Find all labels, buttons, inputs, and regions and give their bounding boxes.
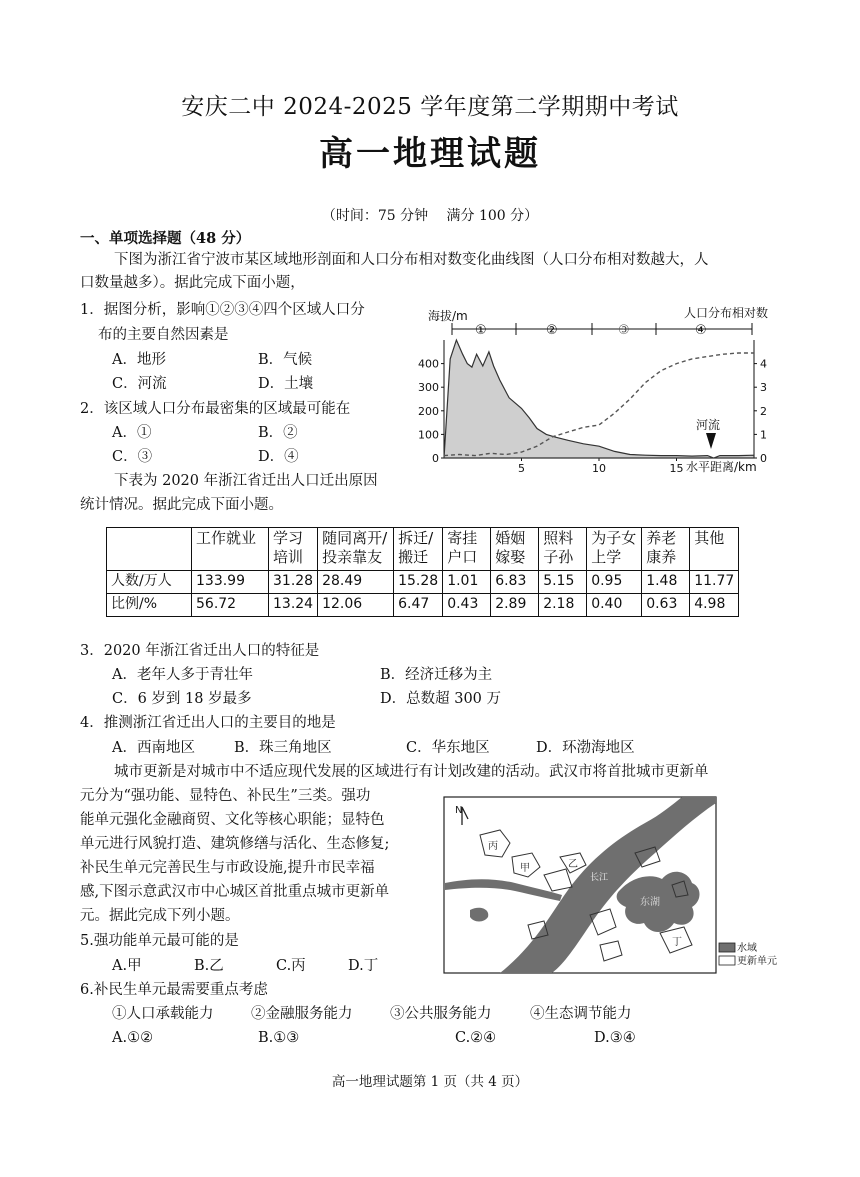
intro-3-line-7: 元。据此完成下列小题。 xyxy=(80,908,240,924)
q4-option-d[interactable]: D．环渤海地区 xyxy=(536,740,635,756)
migration-reason-table xyxy=(106,527,739,617)
table-header-label: 照料 子孙 xyxy=(543,529,574,566)
table-header-cell xyxy=(394,528,443,571)
q1-stem: 1．据图分析，影响①②③④四个区域人口分 xyxy=(80,302,365,318)
q3-option-a[interactable]: A．老年人多于青壮年 xyxy=(112,667,253,683)
y-tick-label: 100 xyxy=(418,428,439,442)
y2-tick-label: 0 xyxy=(760,452,767,465)
table-header-cell xyxy=(318,528,394,571)
region-label-2: ② xyxy=(546,323,558,338)
q6-item-1: ①人口承载能力 xyxy=(112,1006,214,1022)
y2-tick-label: 1 xyxy=(760,428,767,442)
intro-3-line-1: 城市更新是对城市中不适应现代发展的区域进行有计划改建的活动。武汉市将首批城市更新单 xyxy=(114,764,709,780)
q5-stem: 5.强功能单元最可能的是 xyxy=(80,933,239,949)
intro-3-line-5: 补民生单元完善民生与市政设施,提升市民幸福 xyxy=(80,860,375,876)
table-header-cell xyxy=(192,528,269,571)
table-row-label: 比例/% xyxy=(107,594,192,617)
table-cell: 12.06 xyxy=(318,594,394,617)
table-cell: 133.99 xyxy=(192,571,269,594)
q2-option-a[interactable]: A．① xyxy=(112,425,152,441)
q3-stem: 3．2020 年浙江省迁出人口的特征是 xyxy=(80,643,320,659)
y2-tick-label: 2 xyxy=(760,404,767,418)
section-title: 一、单项选择题（48 分） xyxy=(80,230,251,247)
table-header-label: 养老 康养 xyxy=(646,529,677,566)
table-header-label: 工作就业 xyxy=(196,529,257,547)
q6-option-a[interactable]: A.①② xyxy=(112,1030,154,1046)
chart-series xyxy=(444,340,754,458)
river-marker-icon xyxy=(706,433,716,449)
intro-3-line-2: 元分为“强功能、显特色、补民生”三类。强功 xyxy=(80,788,371,804)
map-label-yangtze: 长江 xyxy=(590,873,609,883)
map-label-east-lake: 东湖 xyxy=(640,897,660,908)
intro-3-line-4: 单元进行风貌打造、建筑修缮与活化、生态修复; xyxy=(80,836,390,852)
table-header-label: 学习 培训 xyxy=(273,529,304,566)
table-cell: 1.48 xyxy=(642,571,690,594)
exam-school-title: 安庆二中 2024-2025 学年度第二学期期中考试 xyxy=(181,94,679,120)
legend-unit-label: 更新单元 xyxy=(737,956,777,967)
x-tick-label: 10 xyxy=(592,462,606,475)
q1-option-c[interactable]: C．河流 xyxy=(112,376,167,392)
legend-water-label: 水域 xyxy=(737,943,757,954)
table-header-cell xyxy=(642,528,690,571)
q4-option-c[interactable]: C．华东地区 xyxy=(406,740,490,756)
legend-water-swatch xyxy=(719,943,735,952)
map-label-yi: 乙 xyxy=(568,859,578,870)
q1-stem-cont: 布的主要自然因素是 xyxy=(98,327,229,343)
table-cell: 2.89 xyxy=(491,594,539,617)
table-cell: 1.01 xyxy=(443,571,491,594)
table-cell: 28.49 xyxy=(318,571,394,594)
intro-2-line-2: 统计情况。据此完成下面小题。 xyxy=(80,497,283,513)
table-header-label: 为子女 上学 xyxy=(591,529,637,566)
terrain-population-chart xyxy=(412,300,784,480)
q6-item-2: ②金融服务能力 xyxy=(251,1006,353,1022)
wuhan-renewal-map xyxy=(440,795,790,980)
legend-unit-swatch xyxy=(719,956,735,965)
q6-option-d[interactable]: D.③④ xyxy=(594,1030,636,1046)
table-cell: 56.72 xyxy=(192,594,269,617)
table-cell: 5.15 xyxy=(539,571,587,594)
q6-item-3: ③公共服务能力 xyxy=(390,1006,492,1022)
y-tick-label: 200 xyxy=(418,404,439,418)
q6-stem: 6.补民生单元最需要重点考虑 xyxy=(80,982,268,998)
elevation-profile-area xyxy=(444,340,754,458)
table-header-cell xyxy=(107,528,192,571)
x-tick-label: 15 xyxy=(669,462,684,475)
q3-option-d[interactable]: D．总数超 300 万 xyxy=(380,691,502,707)
q1-option-a[interactable]: A．地形 xyxy=(112,352,166,368)
q5-option-c[interactable]: C.丙 xyxy=(276,958,306,974)
table-header-label: 婚姻 嫁娶 xyxy=(495,529,526,566)
q2-option-c[interactable]: C．③ xyxy=(112,449,153,465)
region-label-4: ④ xyxy=(695,323,707,338)
table-row-label: 人数/万人 xyxy=(107,571,192,594)
map-label-ding: 丁 xyxy=(672,937,682,948)
q2-option-b[interactable]: B．② xyxy=(258,425,298,441)
table-header-cell xyxy=(443,528,491,571)
small-lake-water xyxy=(470,908,488,922)
chart-left-axis-label: 海拔/m xyxy=(428,309,468,323)
region-label-1: ① xyxy=(475,323,487,338)
page-footer: 高一地理试题第 1 页（共 4 页） xyxy=(331,1074,529,1090)
table-row xyxy=(107,594,739,617)
intro-1-line-1: 下图为浙江省宁波市某区域地形剖面和人口分布相对数变化曲线图（人口分布相对数越大，人 xyxy=(114,252,709,268)
q4-stem: 4．推测浙江省迁出人口的主要目的地是 xyxy=(80,715,336,731)
q6-item-4: ④生态调节能力 xyxy=(530,1006,632,1022)
table-cell: 0.95 xyxy=(587,571,642,594)
q5-option-b[interactable]: B.乙 xyxy=(194,958,224,974)
exam-subject-title: 高一地理试题 xyxy=(319,134,541,174)
q6-option-b[interactable]: B.①③ xyxy=(258,1030,300,1046)
table-cell: 0.40 xyxy=(587,594,642,617)
q1-option-d[interactable]: D．土壤 xyxy=(258,376,314,392)
x-tick-label: 5 xyxy=(518,462,525,475)
y2-tick-label: 4 xyxy=(760,357,767,371)
exam-meta: （时间：75 分钟 满分 100 分） xyxy=(321,208,539,224)
table-row xyxy=(107,571,739,594)
table-cell: 4.98 xyxy=(690,594,739,617)
table-cell: 0.43 xyxy=(443,594,491,617)
q6-option-c[interactable]: C.②④ xyxy=(455,1030,497,1046)
table-cell: 31.28 xyxy=(269,571,318,594)
intro-1-line-2: 口数量越多）。据此完成下面小题， xyxy=(80,275,305,291)
table-cell: 2.18 xyxy=(539,594,587,617)
q4-option-b[interactable]: B．珠三角地区 xyxy=(234,740,332,756)
region-label-3: ③ xyxy=(618,323,630,338)
q2-option-d[interactable]: D．④ xyxy=(258,449,299,465)
q4-option-a[interactable]: A．西南地区 xyxy=(112,740,195,756)
map-label-jia: 甲 xyxy=(520,863,530,874)
y-tick-label: 300 xyxy=(418,381,439,395)
intro-2-line-1: 下表为 2020 年浙江省迁出人口迁出原因 xyxy=(114,473,378,489)
chart-x-axis-label: 水平距离/km xyxy=(686,460,757,474)
table-cell: 0.63 xyxy=(642,594,690,617)
table-header-label: 寄挂 户口 xyxy=(447,529,478,566)
table-header-label: 其他 xyxy=(694,529,725,547)
table-header-cell xyxy=(269,528,318,571)
chart-right-axis-label: 人口分布相对数 xyxy=(684,306,769,320)
table-cell: 11.77 xyxy=(690,571,739,594)
table-header-label: 随同离开/ 投亲靠友 xyxy=(322,529,388,566)
q3-option-c[interactable]: C．6 岁到 18 岁最多 xyxy=(112,691,252,707)
q5-option-a[interactable]: A.甲 xyxy=(112,958,142,974)
table-header-cell xyxy=(587,528,642,571)
table-cell: 13.24 xyxy=(269,594,318,617)
q3-option-b[interactable]: B．经济迁移为主 xyxy=(380,667,493,683)
chart-river-label: 河流 xyxy=(696,418,721,432)
q5-option-d[interactable]: D.丁 xyxy=(348,958,379,974)
intro-3-line-6: 感,下图示意武汉市中心城区首批重点城市更新单 xyxy=(80,884,390,900)
intro-3-line-3: 能单元强化金融商贸、文化等核心职能；显特色 xyxy=(80,812,385,828)
north-label: N xyxy=(455,805,463,816)
y2-tick-label: 3 xyxy=(760,381,767,395)
q2-stem: 2．该区域人口分布最密集的区域最可能在 xyxy=(80,401,351,417)
q1-option-b[interactable]: B．气候 xyxy=(258,352,313,368)
y-tick-label: 0 xyxy=(432,452,439,465)
table-header-row xyxy=(107,528,739,571)
map-label-bing: 丙 xyxy=(488,841,498,852)
table-cell: 15.28 xyxy=(394,571,443,594)
y-tick-label: 400 xyxy=(418,357,439,371)
table-header-label: 拆迁/ 搬迁 xyxy=(398,529,434,566)
table-header-cell xyxy=(690,528,739,571)
table-header-cell xyxy=(539,528,587,571)
table-cell: 6.83 xyxy=(491,571,539,594)
table-cell: 6.47 xyxy=(394,594,443,617)
table-header-cell xyxy=(491,528,539,571)
